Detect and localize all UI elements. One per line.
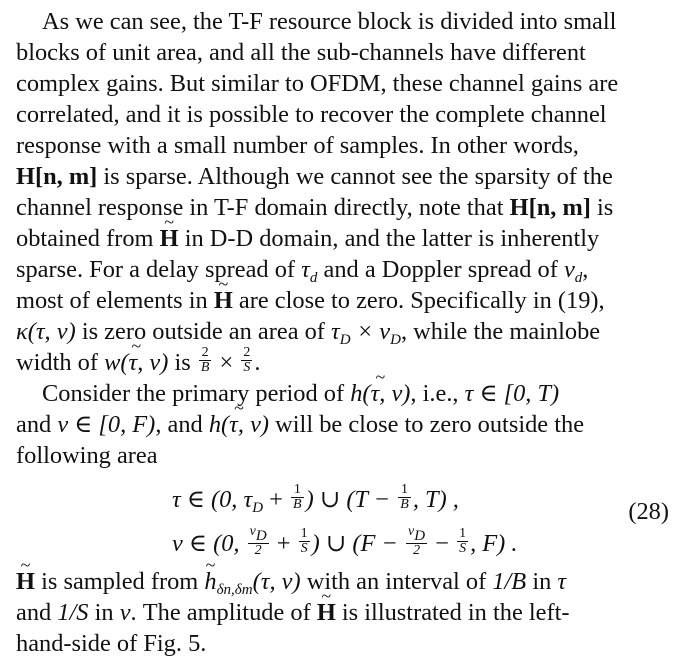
equation-row-tau: τ ∈ (0, $\tau_D$ + $\frac{1}{B}$ ) ∪ (T − $\frac{1}{B}$ , T) , <box>172 481 459 516</box>
math-symbol: τ <box>301 256 310 283</box>
text-line: and ν ∈ [0, F), and ~ h(τ, ν) will be close to zero outside the <box>16 409 668 440</box>
math-symbol: H[n, m] <box>509 194 591 221</box>
math-symbol: τ ∈ [0, T) <box>464 380 560 407</box>
fraction: $\frac{2}{B}$ <box>200 344 210 375</box>
math-symbol: ~ w(τ, ν) <box>104 347 168 378</box>
text-line: blocks of unit area, and all the sub-channels have different <box>16 39 586 66</box>
text-line: and 1/S in ν. The amplitude of ~ H is illustrated in the left- <box>16 597 668 628</box>
math-symbol: ν ∈ [0, F) <box>57 411 156 438</box>
math-subscript: δn,δm <box>216 582 253 598</box>
text-line: As we can see, the T-F resource block is divided into small <box>42 8 617 35</box>
math-symbol: 1/S <box>57 599 89 626</box>
math-symbol: ~ H <box>317 597 336 628</box>
text-line: Consider the primary period of ~ h(τ, ν), i.e., τ ∈ [0, T) <box>16 378 668 409</box>
math-symbol: ~ H <box>160 223 179 254</box>
text-line: channel response in T-F domain directly, note that H[n, m] is <box>16 194 614 221</box>
text-line: response with a small number of samples. In other words, <box>16 132 579 159</box>
equation-28 <box>172 482 517 562</box>
math-symbol: ν <box>563 256 575 283</box>
text-line: most of elements in ~ H are close to zero. Specifically in (19), <box>16 285 668 316</box>
text-line: ~ H is sampled from ~ $h_{\delta n,\delta m}(\tau$, ν) with an interval of 1/B in τ <box>16 566 668 597</box>
text-line: sparse. For a delay spread of $\tau_d$ and a Doppler spread of $\nu_d$, <box>16 256 589 286</box>
text-line: complex gains. But similar to OFDM, these channel gains are <box>16 70 619 97</box>
math-symbol: H[n, m] <box>16 163 98 190</box>
math-symbol: ~ H <box>16 566 35 597</box>
fraction: $\frac{1}{S}$ <box>300 525 308 556</box>
math-symbol: ~ h(τ, ν) <box>350 378 410 409</box>
math-symbol: τ <box>331 318 340 345</box>
math-subscript: d <box>309 270 318 286</box>
text-line: width of ~ w(τ, ν) is $\frac{2}{B}$ × $\frac{2}{S}$ . <box>16 347 668 378</box>
text-line: following area <box>16 442 158 469</box>
paragraph-2 <box>16 378 668 471</box>
math-subscript: d <box>574 270 583 286</box>
text-line: correlated, and it is possible to recover the complete channel <box>16 101 607 128</box>
math-symbol: ~ H <box>214 285 233 316</box>
math-symbol: ν <box>119 599 131 626</box>
text-line: κ(τ, ν) is zero outside an area of $\tau_D \times \nu_D$, while the mainlobe <box>16 318 601 348</box>
math-subscript: D <box>339 332 351 348</box>
fraction: $\frac{1}{B}$ <box>400 481 409 512</box>
fraction: $\frac{1}{S}$ <box>459 525 467 556</box>
fraction: $\frac{2}{S}$ <box>243 344 251 375</box>
math-symbol: ~ h <box>204 566 216 597</box>
math-symbol: τ <box>557 568 567 595</box>
equation-number: (28) <box>628 498 669 525</box>
fraction: $\frac{1}{B}$ <box>293 481 302 512</box>
fraction: $\frac{\nu D}{2}$ <box>408 523 426 558</box>
math-symbol: × ν <box>356 318 391 345</box>
math-symbol: 1/B <box>492 568 527 595</box>
math-symbol: ~ h(τ, ν) <box>209 409 269 440</box>
paragraph-3 <box>16 566 668 659</box>
equation-row-nu: ν ∈ (0, $\frac{\nu D}{2}$ + $\frac{1}{S}$ ) ∪ (F − $\frac{\nu D}{2}$ − $\frac{1}{S}$ , F) . <box>172 523 518 558</box>
fraction: $\frac{\nu D}{2}$ <box>249 523 267 558</box>
paragraph-1 <box>16 6 668 378</box>
math-subscript: D <box>390 332 401 348</box>
text-line: hand-side of Fig. 5. <box>16 630 207 657</box>
text-line: obtained from ~ H in D-D domain, and the latter is inherently <box>16 223 668 254</box>
text-line: H[n, m] is sparse. Although we cannot see the sparsity of the <box>16 163 613 190</box>
math-symbol: κ(τ, ν) <box>16 318 76 345</box>
